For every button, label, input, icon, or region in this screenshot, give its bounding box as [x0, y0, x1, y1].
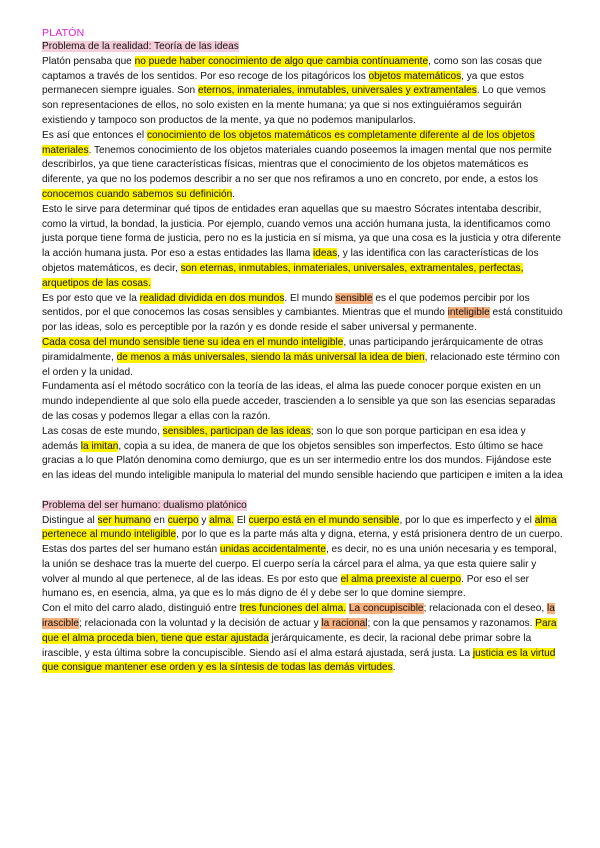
text-run: Es por esto que ve la	[42, 292, 140, 304]
highlight-yellow: conocemos cuando sabemos su definición	[42, 188, 233, 200]
highlight-yellow: ideas	[313, 248, 338, 260]
highlight-orange: la irascible	[42, 603, 555, 630]
highlight-yellow: de menos a más universales, siendo la más universal la idea de bien	[116, 351, 425, 363]
text-run: , ya que estos permanecen siempre iguales. Son	[42, 70, 524, 97]
highlight-yellow: alma.	[209, 514, 234, 526]
text-run: , relacionado este término con el orden y la unidad.	[42, 351, 560, 378]
highlight-yellow: la imitan	[80, 440, 119, 452]
highlight-yellow: no puede haber conocimiento de algo que cambia contínuamente	[134, 55, 429, 67]
text-run: El	[233, 514, 249, 526]
text-run: . Lo que vemos son representaciones de ellos, no solo existen en la mente humana; ya que si nos extinguiéramos seguirán existiendo y tampoco son productos de la mente, ya que no podemos manipularlos.	[42, 85, 546, 126]
paragraph	[42, 336, 563, 380]
highlight-orange: sensible	[335, 292, 373, 304]
paragraph	[42, 602, 563, 676]
text-run: jerárquicamente, es decir, la racional debe primar sobre la irascible, y esta última sobre la concupiscible. Siendo así el alma estará ajustada, será justa. La	[42, 632, 532, 659]
text-run: Las cosas de este mundo,	[42, 425, 163, 437]
text-run: ; relacionada con la voluntad y la decisión de actuar y	[79, 618, 322, 630]
highlight-yellow: son eternas, inmutables, inmateriales, universales, extramentales, perfectas, arquetipos de las cosas.	[42, 262, 524, 289]
section-heading-text: Problema de la realidad: Teoría de las ideas	[42, 41, 239, 52]
paragraph	[42, 425, 563, 484]
text-run: .	[232, 188, 236, 200]
text-run: , unas participando jerárquicamente de otras piramidalmente,	[42, 336, 544, 363]
text-run: y	[198, 514, 210, 526]
highlight-orange: la racional	[321, 618, 368, 630]
section-human-body	[42, 514, 563, 677]
section-heading-text: Problema del ser humano: dualismo platónico	[42, 499, 247, 511]
paragraph	[42, 380, 563, 424]
highlight-yellow: Para que el alma proceda bien, tiene que estar ajustada	[42, 618, 557, 644]
highlight-yellow: cuerpo está en el mundo sensible	[248, 514, 400, 526]
section-reality-body	[42, 55, 563, 484]
document-page	[42, 26, 563, 676]
text-run: ; con la que pensamos y razonamos.	[367, 618, 536, 630]
section-heading-reality	[42, 40, 563, 55]
text-run: Platón pensaba que	[42, 55, 135, 67]
text-run: , es decir, no es una unión necesaria y es temporal, la unión se deshace tras la muerte del cuerpo. El cuerpo sería la cárcel para el alma, ya que esta quiere salir y volver al mundo al que pertenece, al de las ideas. Es por esto que	[42, 544, 557, 585]
highlight-yellow: tres funciones del alma.	[239, 603, 347, 615]
highlight-yellow: el alma preexiste al cuerpo	[340, 573, 462, 585]
text-run: está constituido por las ideas, solo es perceptible por la razón y es donde reside el saber universal y permanente.	[42, 307, 563, 334]
text-run: Distingue al	[42, 514, 98, 526]
highlight-yellow: cuerpo	[167, 514, 199, 526]
text-run: , por lo que es la parte más alta y digna, eterna, y está prisionera dentro de un cuerpo. Estas dos partes del ser humano están	[42, 529, 563, 556]
text-run: . Tenemos conocimiento de los objetos materiales cuando poseemos la imagen mental que nos permite describirlos, ya que tiene características físicas, mientras que el conocimiento de los objetos matemáticos es diferente, ya que no los podemos describir a no ser que nos refiramos a uno en concreto, por ende, a estos los	[42, 144, 552, 186]
text-run: Con el mito del carro alado, distinguió entre	[42, 603, 240, 615]
highlight-yellow: sensibles, participan de las ideas	[162, 425, 311, 437]
text-run: .	[392, 662, 396, 674]
highlight-yellow: eternos, inmateriales, inmutables, universales y extramentales	[197, 85, 477, 97]
document-title: PLATÓN	[42, 27, 85, 39]
text-run: . Por eso el ser humano es, en esencia, alma, ya que es lo más digno de él y debe ser lo que domine siempre.	[42, 573, 530, 600]
text-run: es el que podemos percibir por los sentidos, por el que conocemos las cosas sensibles y cambiantes. Mientras que el mundo	[42, 292, 530, 319]
text-run: Esto le sirve para determinar qué tipos de entidades eran aquellas que su maestro Sócrates intentaba describir, como la virtud, la bondad, la justicia. Por ejemplo, cuando vemos una acción humana justa, la identificamos como justa porque tiene forma de justicia, pero no es la justicia en sí misma, ya que una cosa es la justicia y otra diferente la acción humana justa. Por eso a estas entidades las llama	[42, 203, 561, 260]
text-run: , como son las cosas que captamos a través de los sentidos. Por eso recoge de los pitagóricos los	[42, 55, 543, 82]
paragraph	[42, 292, 563, 336]
highlight-yellow: conocimiento de los objetos matemáticos es completamente diferente al de los objetos materiales	[42, 129, 535, 156]
highlight-yellow: alma pertenece al mundo inteligible	[42, 514, 557, 541]
paragraph	[42, 55, 563, 129]
text-run: , copia a su idea, de manera de que los objetos sensibles son imperfectos. Esto último se hace gracias a lo que Platón denomina como demiurgo, que es un ser intermedio entre los dos mundos. Fijándose este en las ideas del mundo inteligible manipula lo material del mundo sensible haciendo que participen e imiten a la idea	[42, 440, 563, 482]
section-heading-human	[42, 499, 563, 514]
text-run: ; son lo que son porque participan en esa idea y además	[42, 425, 526, 452]
highlight-yellow: unidas accidentalmente	[219, 544, 326, 556]
section-spacer	[42, 484, 563, 499]
highlight-orange: La concupiscible	[348, 603, 424, 615]
text-run: , y las identifica con las características de los objetos matemáticos, es decir,	[42, 248, 539, 274]
paragraph	[42, 203, 563, 292]
highlight-yellow: justicia es la virtud que consigue mantener ese orden y es la síntesis de todas las demás virtudes	[42, 647, 556, 674]
text-run: . El mundo	[284, 292, 336, 304]
text-run: Fundamenta así el método socrático con la teoría de las ideas, el alma las puede conocer porque existen en un mundo independiente al que solo ella puede acceder, trascienden a lo sensible ya que son las esencias separadas de las cosas y podemos llegar a ellas con la razón.	[42, 381, 556, 422]
text-run: ; relacionada con el deseo,	[423, 603, 548, 615]
text-run: , por lo que es imperfecto y el	[399, 514, 535, 526]
highlight-orange: inteligible	[447, 307, 490, 319]
text-run: Es así que entonces el	[42, 129, 147, 141]
paragraph	[42, 514, 563, 603]
text-run: en	[150, 514, 168, 526]
highlight-yellow: Cada cosa del mundo sensible tiene su idea en el mundo inteligible	[42, 336, 344, 348]
highlight-yellow: realidad dividida en dos mundos	[139, 292, 285, 304]
highlight-yellow: objetos matemáticos	[368, 70, 462, 82]
highlight-yellow: ser humano	[97, 514, 151, 526]
paragraph	[42, 129, 563, 203]
